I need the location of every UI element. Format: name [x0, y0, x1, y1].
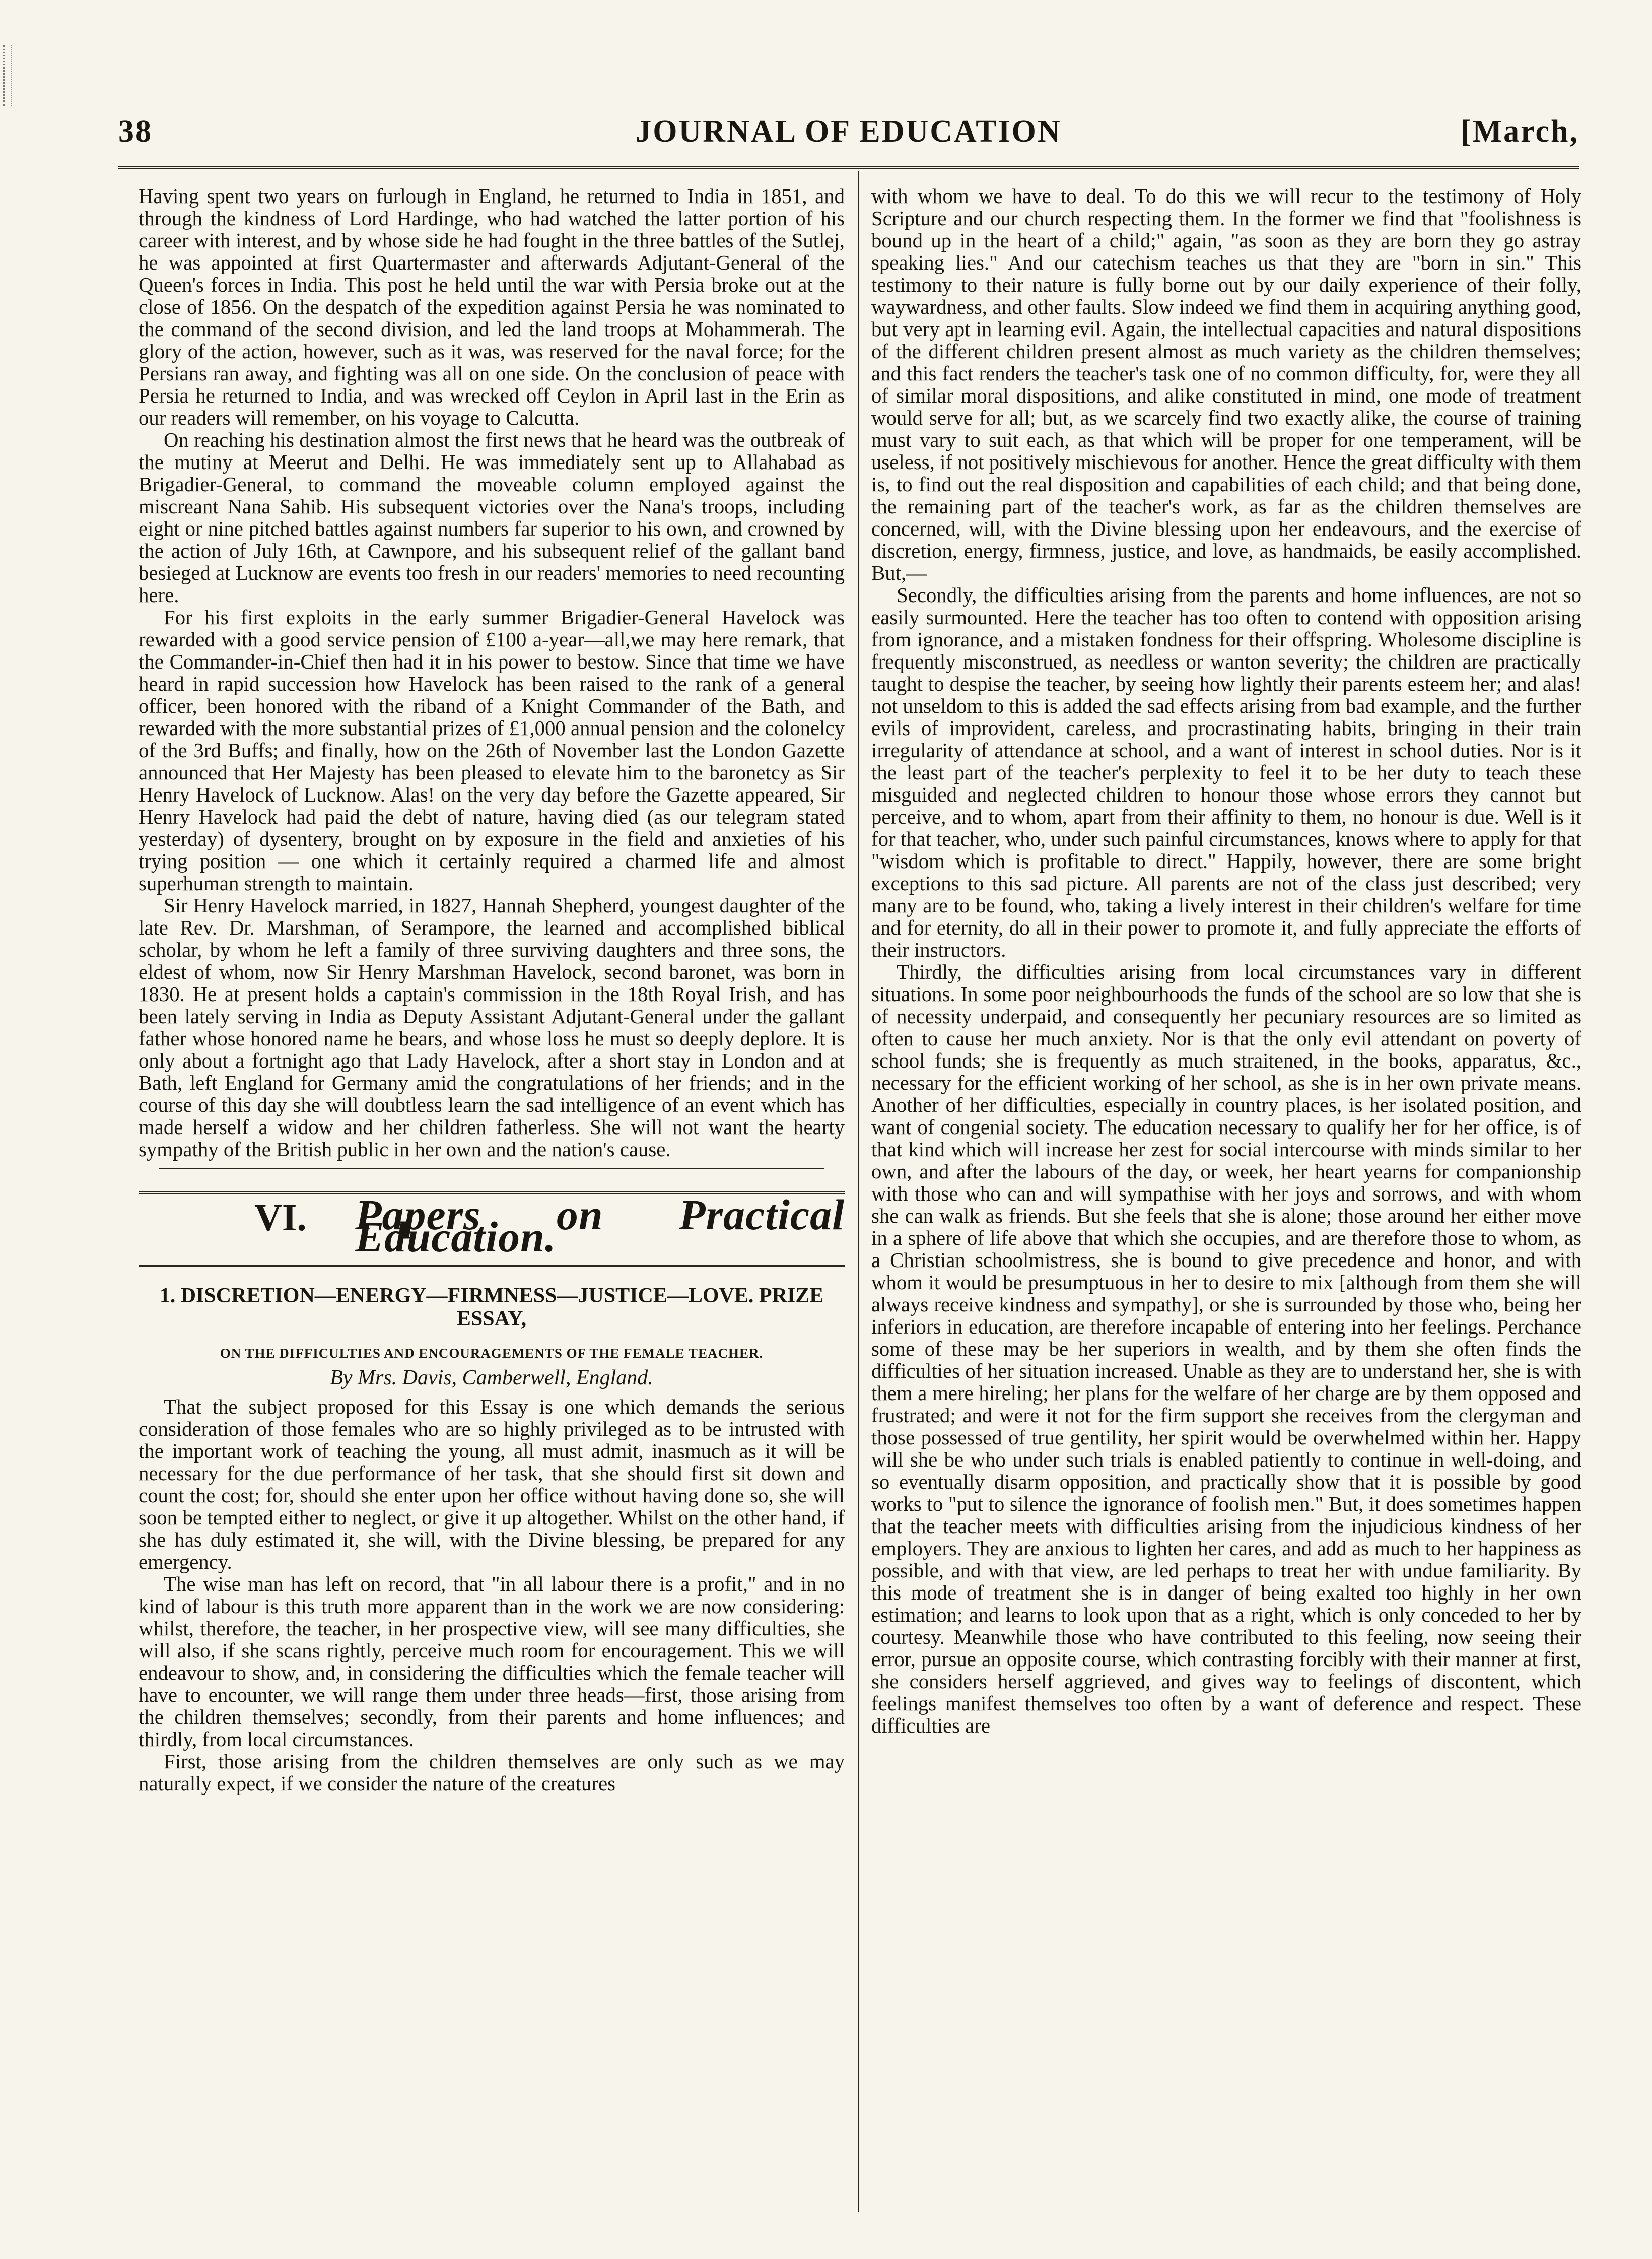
right-column — [871, 185, 1581, 2196]
essay-paragraph: The wise man has left on record, that "in all labour there is a profit," and in no kind of labour is this truth more apparent than in the work we are now considering: whilst, therefore, the teacher, in her prospective view, will see many difficulties, she will also, if she scans rightly, perceive much room for encouragement. This we will endeavour to show, and, in considering the difficulties which the female teacher will have to encounter, we will range them under three heads—first, those arising from the children themselves; secondly, from their parents and home influences; and thirdly, from local circumstances. — [139, 1573, 845, 1751]
essay-title: 1. DISCRETION—ENERGY—FIRMNESS—JUSTICE—LOVE. PRIZE ESSAY, — [159, 1284, 824, 1331]
body-paragraph: Thirdly, the difficulties arising from local circumstances vary in different situations. In some poor neighbourhoods the funds of the school are so low that she is of necessity underpaid, and consequently her pecuniary resources are so limited as often to cause her much anxiety. Nor is that the only evil attendant on poverty of school funds; she is frequently as much straitened, in the books, apparatus, &c., necessary for the efficient working of her school, as she is in her own private means. Another of her difficulties, especially in country places, is her isolated position, and want of congenial society. The education necessary to qualify her for her office, is of that kind which will increase her zest for social intercourse with minds similar to her own, and after the labours of the day, or week, her heart yearns for companionship with those who can and will sympathise with her joys and sorrows, and with whom she can walk as friends. But she feels that she is alone; those around her either move in a sphere of life above that which she occupies, and are therefore those to whom, as a Christian schoolmistress, she is bound to give precedence and honor, and with whom it would be presumptuous in her to desire to mix [although from them she will always receive kindness and sympathy], or she is surrounded by those who, being her inferiors in education, are therefore incapable of entering into her feelings. Perchance some of these may be her superiors in wealth, and by them she often finds the difficulties of her situation increased. Unable as they are to understand her, she is with them a mere hireling; her plans for the welfare of her charge are by them opposed and frustrated; and were it not for the firm support she receives from the clergyman and those possessed of true gentility, her spirit would be overwhelmed within her. Happy will she be who under such trials is enabled patiently to continue in well-doing, and so eventually disarm opposition, and practically show that it is possible by good works to "put to silence the ignorance of foolish men." But, it does sometimes happen that the teacher meets with difficulties arising from the injudicious kindness of her employers. They are anxious to lighten her cares, and add as much to her happiness as possible, and with that view, are led perhaps to treat her with undue familiarity. By this mode of treatment she is in danger of being exalted too highly in her own estimation; and learns to look upon that as a right, which is only conceded to her by courtesy. Meanwhile those who have contributed to this feeling, now seeing their error, pursue an opposite course, which contrasting forcibly with their manner at first, she considers herself aggrieved, and gives way to feelings of discontent, which feelings manifest themselves too often by a want of deference and respect. These difficulties are — [871, 961, 1581, 1737]
body-paragraph: Having spent two years on furlough in England, he returned to India in 1851, and through the kindness of Lord Hardinge, who had watched the latter portion of his career with interest, and by whose side he had fought in the three battles of the Sutlej, he was appointed at first Quartermaster and afterwards Adjutant-General of the Queen's forces in India. This post he held until the war with Persia broke out at the close of 1856. On the despatch of the expedition against Persia he was nominated to the command of the second division, and led the land troops at Mohammerah. The glory of the action, however, such as it was, was reserved for the naval force; for the Persians ran away, and fighting was all on one side. On the conclusion of peace with Persia he returned to India, and was wrecked off Ceylon in April last in the Erin as our readers will remember, on his voyage to Calcutta. — [139, 185, 845, 429]
essay-paragraph: That the subject proposed for this Essay is one which demands the serious consideration of those females who are so highly privileged as to be intrusted with the important work of teaching the young, all must admit, inasmuch as it will be necessary for the due performance of her task, that she should first sit down and count the cost; for, should she enter upon her office without having done so, she will soon be tempted either to neglect, or give it up altogether. Whilst on the other hand, if she has duly estimated it, she will, with the Divine blessing, be prepared for any emergency. — [139, 1396, 845, 1573]
header-month: [March, — [1460, 114, 1579, 149]
section-title: Papers on Practical Education. — [355, 1190, 845, 1261]
body-paragraph: For his first exploits in the early summer Brigadier-General Havelock was rewarded with a good service pension of £100 a-year—all,we may here remark, that the Commander-in-Chief then had it in his power to bestow. Since that time we have heard in rapid succession how Havelock has been raised to the rank of a general officer, been honored with the riband of a Knight Commander of the Bath, and rewarded with the more substantial prizes of £1,000 annual pension and the colonelcy of the 3rd Buffs; and finally, how on the 26th of November last the London Gazette announced that Her Majesty has been pleased to elevate him to the baronetcy as Sir Henry Havelock of Lucknow. Alas! on the very day before the Gazette appeared, Sir Henry Havelock had paid the debt of nature, having died (as our telegram stated yesterday) of dysentery, brought on by exposure in the field and anxieties of his trying position — one which it certainly required a charmed life and almost superhuman strength to maintain. — [139, 606, 845, 895]
left-column — [139, 185, 845, 2196]
section-heading — [139, 1191, 845, 1267]
section-rule-bottom — [139, 1265, 845, 1267]
body-paragraph: Sir Henry Havelock married, in 1827, Hannah Shepherd, youngest daughter of the late Rev. Dr. Marshman, of Serampore, the learned and accomplished biblical scholar, by whom he left a family of three surviving daughters and three sons, the eldest of whom, now Sir Henry Marshman Havelock, second baronet, was born in 1830. He at present holds a captain's commission in the 18th Royal Irish, and has been lately serving in India as Deputy Assistant Adjutant-General under the gallant father whose honored name he bears, and whose loss he must so deeply deplore. It is only about a fortnight ago that Lady Havelock, after a short stay in London and at Bath, left England for Germany amid the congratulations of her friends; and in the course of this day she will doubtless learn the sad intelligence of an event which has made herself a widow and her children fatherless. She will not want the hearty sympathy of the British public in her own and the nation's cause. — [139, 894, 845, 1161]
body-paragraph: with whom we have to deal. To do this we will recur to the testimony of Holy Scripture and our church respecting them. In the former we find that "foolishness is bound up in the heart of a child;" again, "as soon as they are born they go astray speaking lies." And our catechism teaches us that they are "born in sin." This testimony to their nature is fully borne out by our daily experience of their folly, waywardness, and other faults. Slow indeed we find them in acquiring anything good, but very apt in learning evil. Again, the intellectual capacities and natural dispositions of the different children present almost as much variety as the children themselves; and this fact renders the teacher's task one of no common difficulty, for, were they all of similar moral dispositions, and alike constituted in mind, one mode of treatment would serve for all; but, as we scarcely find two exactly alike, the course of training must vary to suit each, as that which will be proper for one temperament, will be useless, if not positively mischievous for another. Hence the great difficulty with them is, to find out the real disposition and capabilities of each child; and that being done, the remaining part of the teacher's work, as far as the children themselves are concerned, will, with the Divine blessing upon her endeavours, and the exercise of discretion, energy, firmness, justice, and love, as handmaids, be easily accomplished. But,— — [871, 185, 1581, 584]
section-numeral: VI. — [254, 1197, 307, 1239]
page-number: 38 — [118, 114, 153, 149]
essay-subtitle: ON THE DIFFICULTIES AND ENCOURAGEMENTS OF THE FEMALE TEACHER. — [220, 1346, 764, 1361]
essay-paragraph: First, those arising from the children themselves are only such as we may naturally expect, if we consider the nature of the creatures — [139, 1750, 845, 1795]
essay-author: By Mrs. Davis, Camberwell, England. — [330, 1366, 653, 1389]
margin-binding-mark — [3, 45, 12, 106]
journal-title: JOURNAL OF EDUCATION — [636, 114, 1062, 149]
article-end-rule — [159, 1168, 824, 1169]
header-rule — [118, 166, 1579, 169]
running-header — [118, 110, 1579, 150]
body-paragraph: On reaching his destination almost the first news that he heard was the outbreak of the mutiny at Meerut and Delhi. He was immediately sent up to Allahabad as Brigadier-General, to command the moveable column employed against the miscreant Nana Sahib. His subsequent victories over the Nana's troops, including eight or nine pitched battles against numbers far superior to his own, and crowned by the action of July 16th, at Cawnpore, and his subsequent relief of the gallant band besieged at Lucknow are events too fresh in our readers' memories to need recounting here. — [139, 429, 845, 607]
body-paragraph: Secondly, the difficulties arising from the parents and home influences, are not so easily surmounted. Here the teacher has too often to contend with opposition arising from ignorance, and a mistaken fondness for their offspring. Wholesome discipline is frequently misconstrued, as needless or wanton severity; the children are practically taught to despise the teacher, by seeing how lightly their parents esteem her; and alas! not unseldom to this is added the sad effects arising from bad example, and the further evils of improvident, careless, and procrastinating habits, bringing in their train irregularity of attendance at school, and a want of interest in school duties. Nor is it the least part of the teacher's perplexity to feel it to be her duty to teach these misguided and neglected children to honour those whose errors they cannot but perceive, and to whom, apart from their affinity to them, no honour is due. Well is it for that teacher, who, under such painful circumstances, knows where to apply for that "wisdom which is profitable to direct." Happily, however, there are some bright exceptions to this sad picture. All parents are not of the class just described; very many are to be found, who, taking a lively interest in their children's welfare for time and for eternity, do all in their power to promote it, and fully appreciate the efforts of their instructors. — [871, 584, 1581, 961]
column-divider — [858, 171, 859, 2212]
